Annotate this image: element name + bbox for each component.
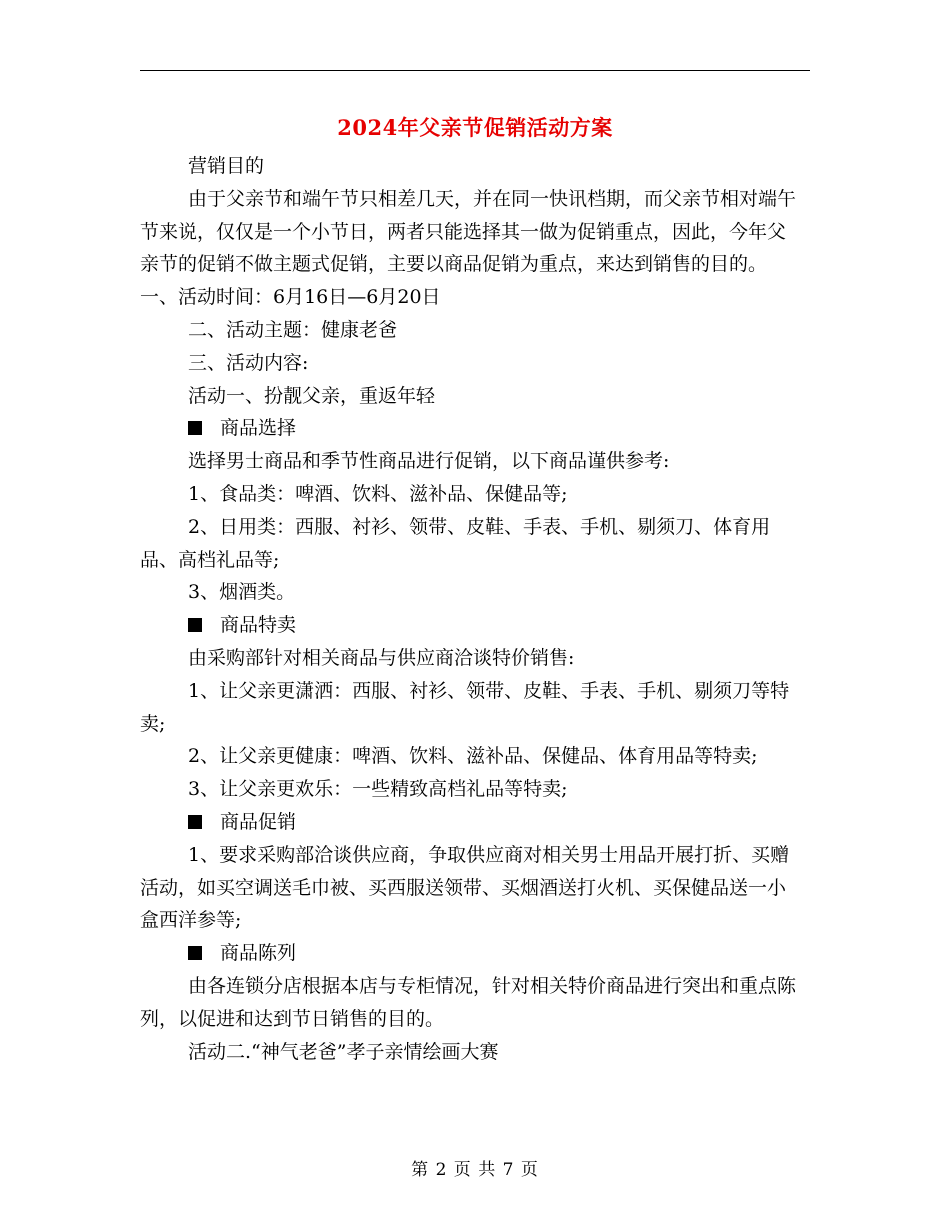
bullet-heading — [140, 609, 800, 642]
paragraph: 3、让父亲更欢乐：一些精致高档礼品等特卖; — [188, 778, 568, 801]
header-rule — [140, 70, 810, 71]
paragraph: 1、食品类：啤酒、饮料、滋补品、保健品等; — [188, 482, 568, 505]
paragraph: 由于父亲节和端午节只相差几天，并在同一快讯档期，而父亲节相对端午节来说，仅仅是一个小节日，两者只能选择其一做为促销重点，因此，今年父亲节的促销不做主题式促销，主要以商品促销为重点，来达到销售的目的。 一、活动时间：6月16日—6月20日 — [140, 187, 797, 309]
bullet-heading-text: 商品特卖 — [220, 614, 297, 637]
square-bullet-icon — [188, 815, 202, 829]
square-bullet-icon — [188, 946, 202, 960]
paragraph: 1、要求采购部洽谈供应商，争取供应商对相关男士用品开展打折、买赠活动，如买空调送毛巾被、买西服送领带、买烟酒送打火机、买保健品送一小盒西洋参等; — [140, 843, 790, 932]
paragraph: 选择男士商品和季节性商品进行促销，以下商品谨供参考: — [188, 450, 670, 473]
paragraph: 活动二.“神气老爸”孝子亲情绘画大赛 — [188, 1040, 499, 1063]
bullet-heading — [140, 806, 800, 839]
paragraph: 二、活动主题：健康老爸 — [188, 318, 398, 341]
square-bullet-icon — [188, 421, 202, 435]
paragraph: 2、日用类：西服、衬衫、领带、皮鞋、手表、手机、剔须刀、体育用品、高档礼品等; — [140, 515, 771, 571]
document-title: 2024年父亲节促销活动方案 — [337, 115, 613, 140]
bullet-heading-text: 商品陈列 — [220, 942, 297, 965]
paragraph: 活动一、扮靓父亲，重返年轻 — [188, 384, 436, 407]
page-footer: 第 2 页 共 7 页 — [411, 1160, 539, 1180]
bullet-heading — [140, 937, 800, 970]
paragraph: 1、让父亲更潇洒：西服、衬衫、领带、皮鞋、手表、手机、剔须刀等特卖; — [140, 679, 790, 735]
bullet-heading-text: 商品促销 — [220, 810, 297, 833]
paragraph: 三、活动内容: — [188, 351, 309, 374]
paragraph: 3、烟酒类。 — [188, 581, 296, 604]
bullet-heading — [140, 412, 800, 445]
paragraph: 由采购部针对相关商品与供应商洽谈特价销售: — [188, 646, 575, 669]
bullet-heading-text: 商品选择 — [220, 417, 297, 440]
paragraph: 由各连锁分店根据本店与专柜情况，针对相关特价商品进行突出和重点陈列，以促进和达到节日销售的目的。 — [140, 974, 797, 1030]
paragraph: 营销目的 — [188, 155, 265, 177]
square-bullet-icon — [188, 618, 202, 632]
paragraph: 2、让父亲更健康：啤酒、饮料、滋补品、保健品、体育用品等特卖; — [188, 745, 758, 768]
document-body — [140, 150, 800, 1068]
